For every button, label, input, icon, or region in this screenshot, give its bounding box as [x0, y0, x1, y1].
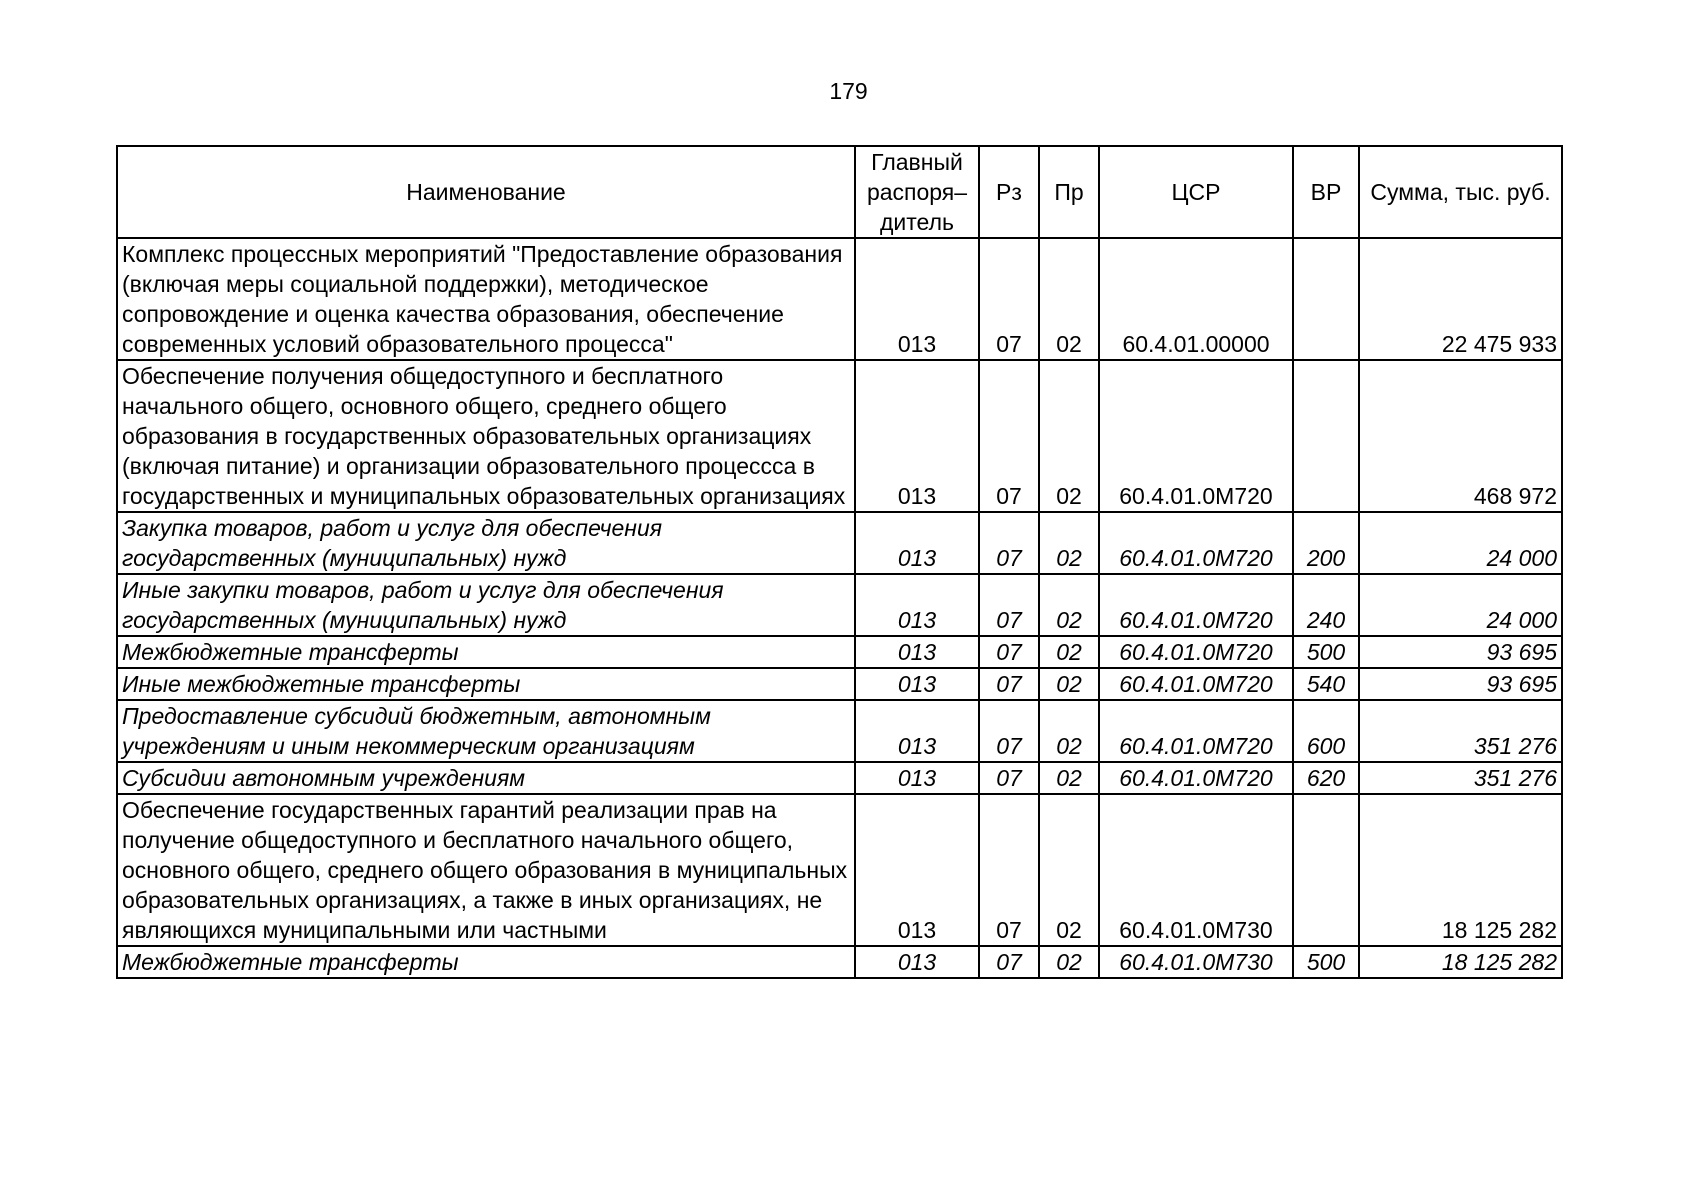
row-csr: 60.4.01.0М720 — [1099, 636, 1293, 668]
row-sum: 18 125 282 — [1359, 946, 1562, 978]
row-pr: 02 — [1039, 794, 1099, 946]
row-vr — [1293, 238, 1359, 360]
table-row — [117, 946, 1562, 978]
row-rz: 07 — [979, 574, 1039, 636]
row-csr: 60.4.01.0М720 — [1099, 668, 1293, 700]
row-admin: 013 — [855, 946, 979, 978]
row-vr: 540 — [1293, 668, 1359, 700]
table-row — [117, 574, 1562, 636]
row-sum: 93 695 — [1359, 668, 1562, 700]
header-admin: Главный распоря–дитель — [855, 146, 979, 238]
header-rz: Рз — [979, 146, 1039, 238]
row-csr: 60.4.01.0М730 — [1099, 946, 1293, 978]
row-vr: 500 — [1293, 636, 1359, 668]
row-admin: 013 — [855, 574, 979, 636]
row-admin: 013 — [855, 668, 979, 700]
row-rz: 07 — [979, 238, 1039, 360]
budget-table — [116, 145, 1563, 979]
row-csr: 60.4.01.0М730 — [1099, 794, 1293, 946]
row-csr: 60.4.01.0М720 — [1099, 512, 1293, 574]
row-pr: 02 — [1039, 360, 1099, 512]
table-row — [117, 360, 1562, 512]
table-row — [117, 762, 1562, 794]
header-sum: Сумма, тыс. руб. — [1359, 146, 1562, 238]
row-admin: 013 — [855, 700, 979, 762]
row-admin: 013 — [855, 512, 979, 574]
table-row — [117, 636, 1562, 668]
row-pr: 02 — [1039, 574, 1099, 636]
page-number: 179 — [829, 78, 868, 104]
row-name: Иные закупки товаров, работ и услуг для обеспечения государственных (муниципальных) нужд — [117, 574, 855, 636]
row-pr: 02 — [1039, 636, 1099, 668]
row-name: Обеспечение получения общедоступного и бесплатного начального общего, основного общего, среднего общего образования в государственных образовательных организациях (включая питание) и организации образовательного процессса в государственных и муниципальных образовательных организациях — [117, 360, 855, 512]
row-sum: 351 276 — [1359, 700, 1562, 762]
row-admin: 013 — [855, 794, 979, 946]
row-sum: 351 276 — [1359, 762, 1562, 794]
row-admin: 013 — [855, 636, 979, 668]
row-vr: 600 — [1293, 700, 1359, 762]
table-row — [117, 668, 1562, 700]
header-name: Наименование — [117, 146, 855, 238]
row-admin: 013 — [855, 360, 979, 512]
row-name: Предоставление субсидий бюджетным, автономным учреждениям и иным некоммерческим организациям — [117, 700, 855, 762]
row-csr: 60.4.01.0М720 — [1099, 574, 1293, 636]
row-rz: 07 — [979, 700, 1039, 762]
row-vr: 200 — [1293, 512, 1359, 574]
table-row — [117, 512, 1562, 574]
row-rz: 07 — [979, 794, 1039, 946]
row-admin: 013 — [855, 238, 979, 360]
row-rz: 07 — [979, 762, 1039, 794]
row-rz: 07 — [979, 946, 1039, 978]
header-csr: ЦСР — [1099, 146, 1293, 238]
header-pr: Пр — [1039, 146, 1099, 238]
header-vr: ВР — [1293, 146, 1359, 238]
row-vr: 620 — [1293, 762, 1359, 794]
row-vr: 240 — [1293, 574, 1359, 636]
row-name: Иные межбюджетные трансферты — [117, 668, 855, 700]
row-rz: 07 — [979, 668, 1039, 700]
row-admin: 013 — [855, 762, 979, 794]
row-pr: 02 — [1039, 668, 1099, 700]
row-pr: 02 — [1039, 238, 1099, 360]
row-vr: 500 — [1293, 946, 1359, 978]
row-csr: 60.4.01.0М720 — [1099, 360, 1293, 512]
row-rz: 07 — [979, 636, 1039, 668]
row-sum: 468 972 — [1359, 360, 1562, 512]
row-sum: 24 000 — [1359, 574, 1562, 636]
row-sum: 24 000 — [1359, 512, 1562, 574]
row-name: Межбюджетные трансферты — [117, 946, 855, 978]
row-pr: 02 — [1039, 946, 1099, 978]
row-sum: 22 475 933 — [1359, 238, 1562, 360]
row-vr — [1293, 794, 1359, 946]
row-pr: 02 — [1039, 700, 1099, 762]
row-csr: 60.4.01.0М720 — [1099, 700, 1293, 762]
row-csr: 60.4.01.00000 — [1099, 238, 1293, 360]
row-sum: 93 695 — [1359, 636, 1562, 668]
row-rz: 07 — [979, 360, 1039, 512]
table-row — [117, 238, 1562, 360]
row-name: Обеспечение государственных гарантий реализации прав на получение общедоступного и бесплатного начального общего, основного общего, среднего общего образования в муниципальных образовательных организациях, а также в иных организациях, не являющихся муниципальными или частными — [117, 794, 855, 946]
row-sum: 18 125 282 — [1359, 794, 1562, 946]
row-rz: 07 — [979, 512, 1039, 574]
row-name: Межбюджетные трансферты — [117, 636, 855, 668]
header-row — [117, 146, 1562, 238]
row-name: Комплекс процессных мероприятий "Предоставление образования (включая меры социальной поддержки), методическое сопровождение и оценка качества образования, обеспечение современных условий образовательного процесса" — [117, 238, 855, 360]
row-csr: 60.4.01.0М720 — [1099, 762, 1293, 794]
row-name: Закупка товаров, работ и услуг для обеспечения государственных (муниципальных) нужд — [117, 512, 855, 574]
row-pr: 02 — [1039, 512, 1099, 574]
table-row — [117, 700, 1562, 762]
row-pr: 02 — [1039, 762, 1099, 794]
table-row — [117, 794, 1562, 946]
row-name: Субсидии автономным учреждениям — [117, 762, 855, 794]
row-vr — [1293, 360, 1359, 512]
